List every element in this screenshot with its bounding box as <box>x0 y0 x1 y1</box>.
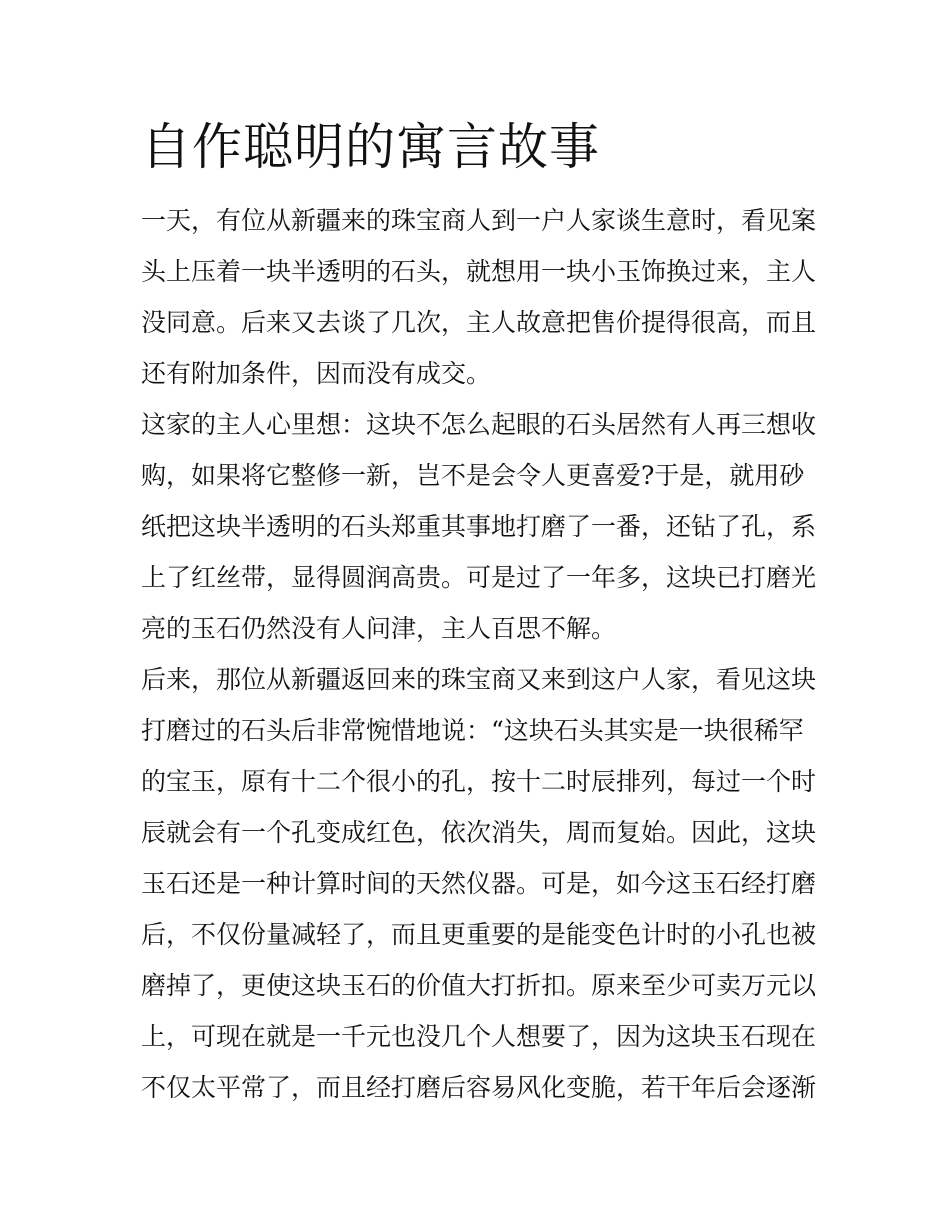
body-line: 后来，那位从新疆返回来的珠宝商又来到这户人家，看见这块 <box>141 665 817 694</box>
body-line: 辰就会有一个孔变成红色，依次消失，周而复始。因此，这块 <box>141 818 817 847</box>
body-line: 这家的主人心里想：这块不怎么起眼的石头居然有人再三想收 <box>141 410 817 439</box>
body-line: 磨掉了，更使这块玉石的价值大打折扣。原来至少可卖万元以 <box>141 971 817 1000</box>
body-line: 玉石还是一种计算时间的天然仪器。可是，如今这玉石经打磨 <box>141 869 817 898</box>
body-line: 的宝玉，原有十二个很小的孔，按十二时辰排列，每过一个时 <box>141 767 817 796</box>
body-line: 没同意。后来又去谈了几次，主人故意把售价提得很高，而且 <box>141 308 817 337</box>
body-line: 亮的玉石仍然没有人问津，主人百思不解。 <box>141 614 617 643</box>
body-line: 不仅太平常了，而且经打磨后容易风化变脆，若干年后会逐渐 <box>141 1073 817 1102</box>
body-line: 还有附加条件，因而没有成交。 <box>141 359 492 388</box>
document-title: 自作聪明的寓言故事 <box>141 118 600 176</box>
body-line: 后，不仅份量减轻了，而且更重要的是能变色计时的小孔也被 <box>141 920 817 949</box>
body-line: 上，可现在就是一千元也没几个人想要了，因为这块玉石现在 <box>141 1022 817 1051</box>
body-line: 购，如果将它整修一新，岂不是会令人更喜爱?于是，就用砂 <box>141 461 805 490</box>
body-line: 纸把这块半透明的石头郑重其事地打磨了一番，还钻了孔，系 <box>141 512 817 541</box>
body-line: 一天，有位从新疆来的珠宝商人到一户人家谈生意时，看见案 <box>141 206 817 235</box>
body-line: 上了红丝带，显得圆润高贵。可是过了一年多，这块已打磨光 <box>141 563 817 592</box>
body-line: 头上压着一块半透明的石头，就想用一块小玉饰换过来，主人 <box>141 257 817 286</box>
body-line: 打磨过的石头后非常惋惜地说：“这块石头其实是一块很稀罕 <box>141 716 804 745</box>
